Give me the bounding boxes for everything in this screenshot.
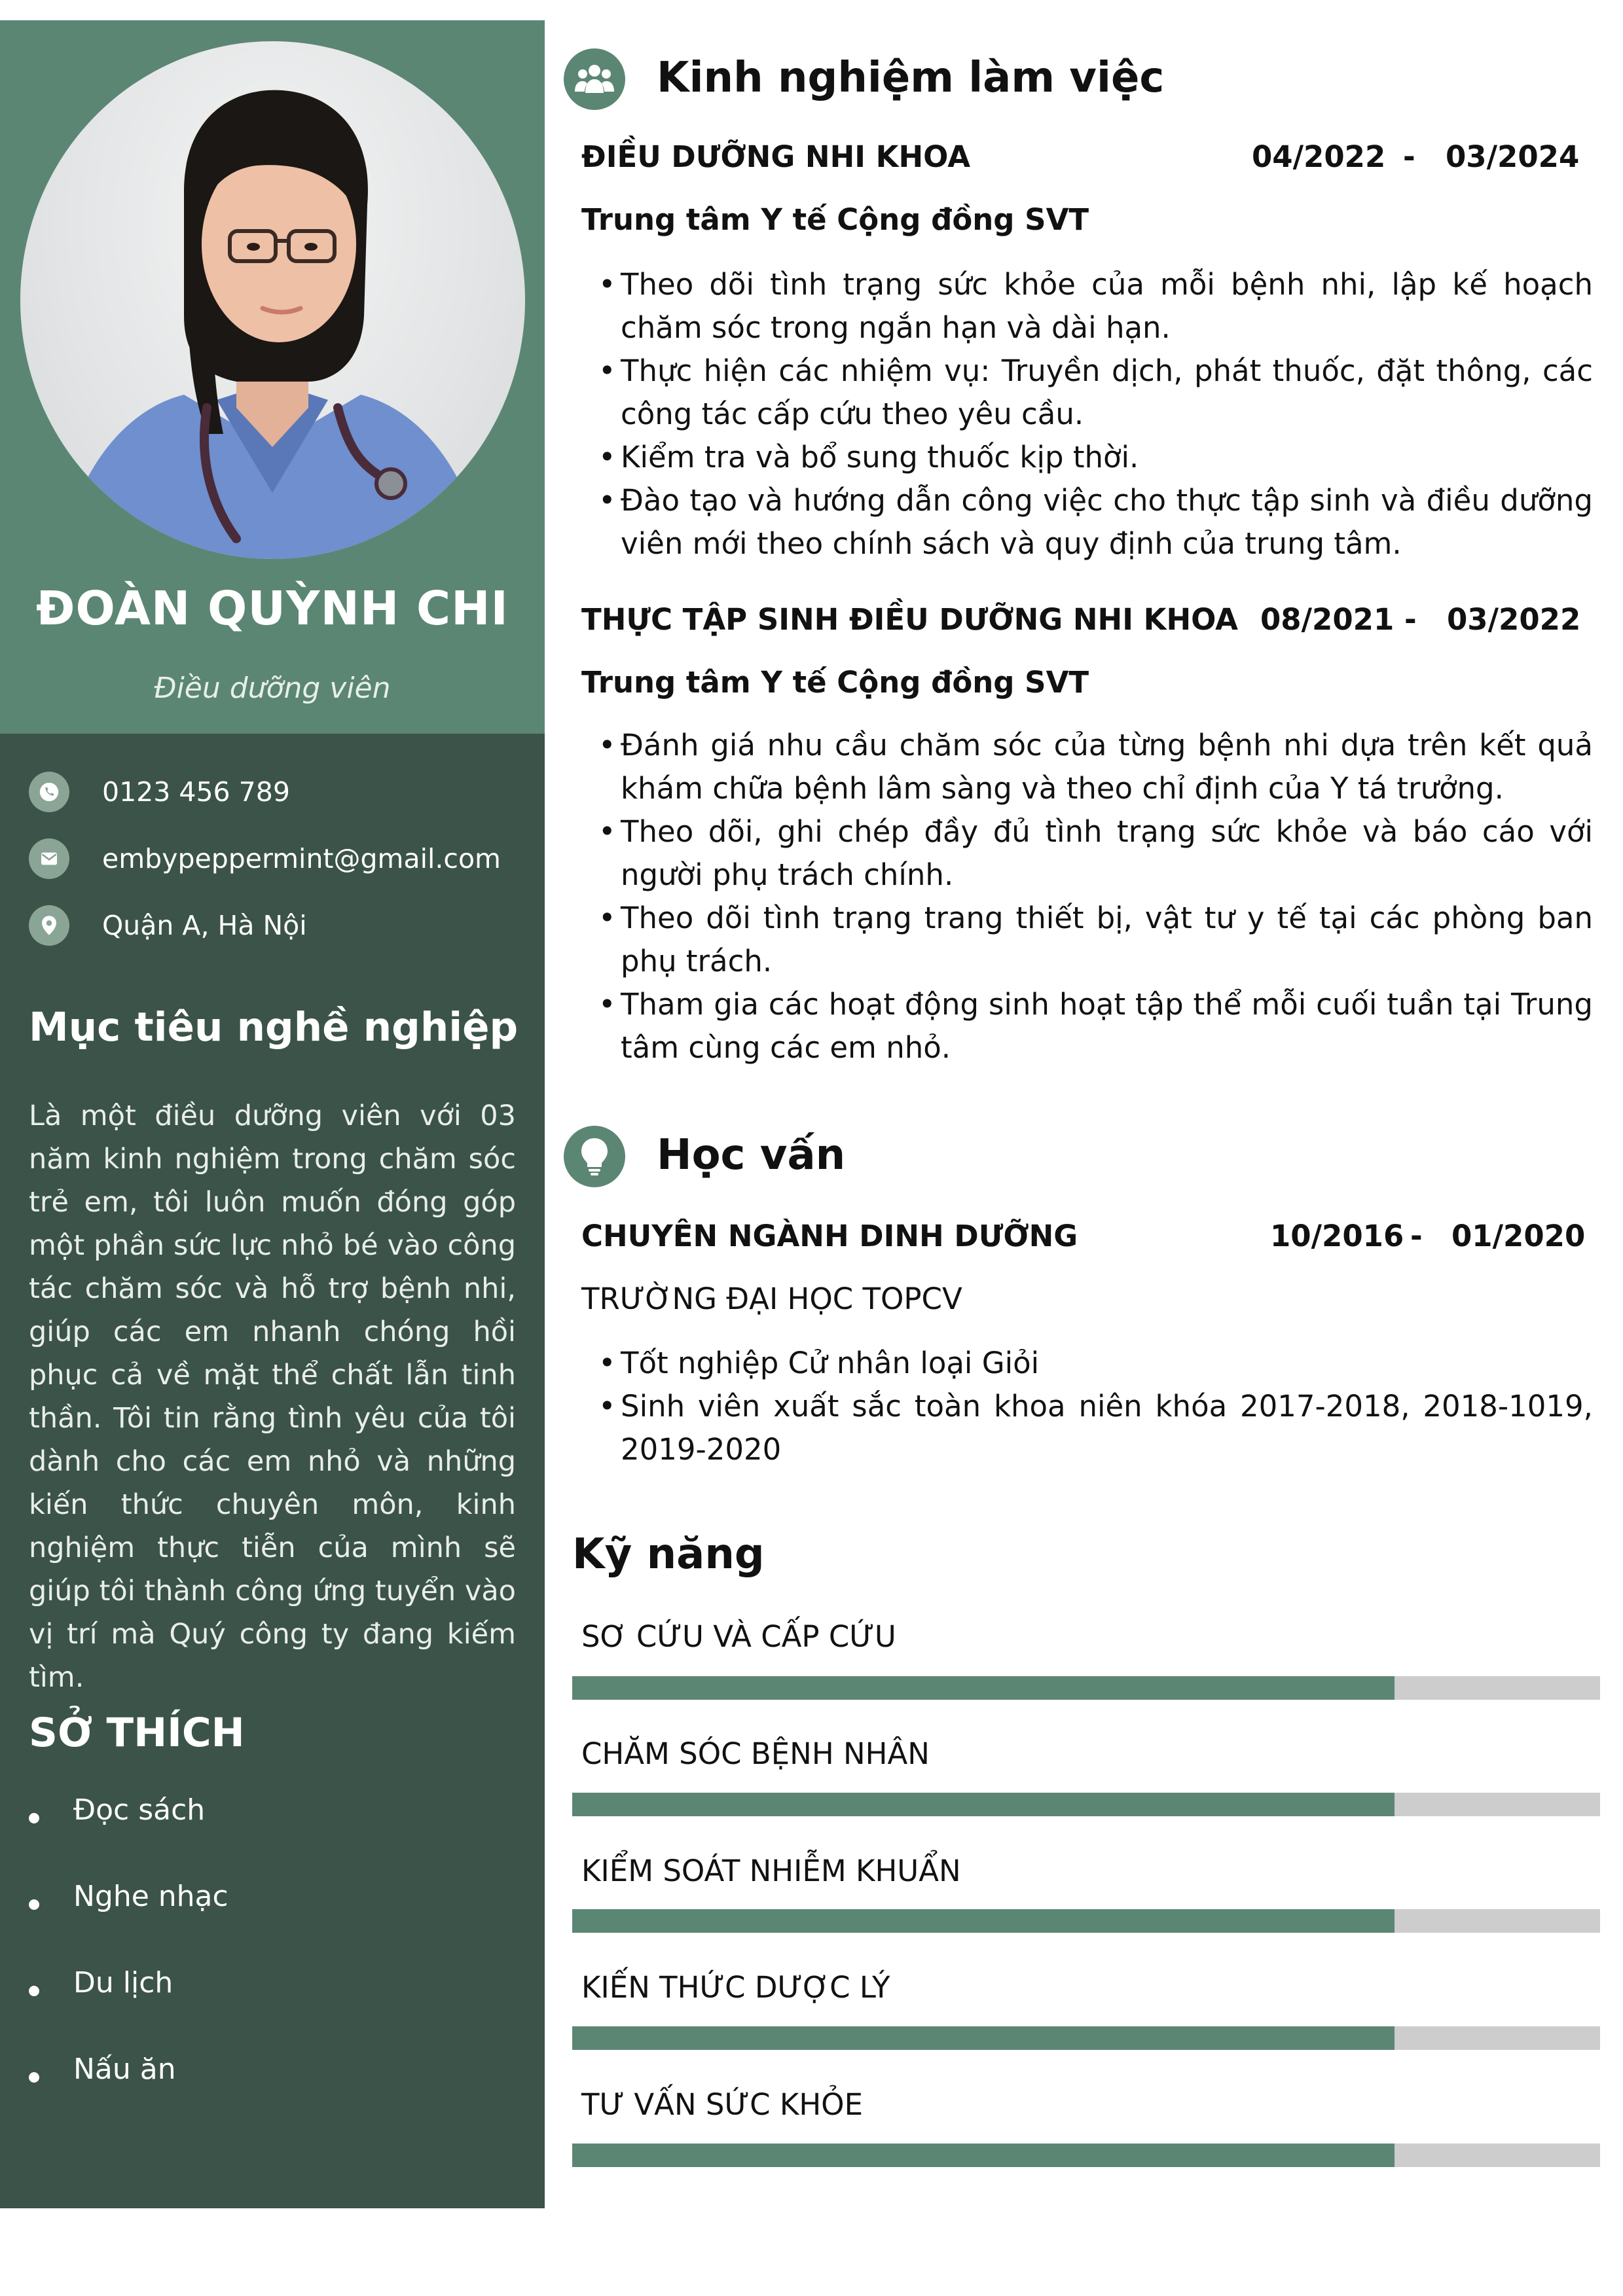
contact-email-text[interactable]: embypeppermint@gmail.com	[102, 843, 501, 874]
job-end-date: 03/2024	[1446, 139, 1580, 174]
hobby-label: Đọc sách	[73, 1793, 206, 1827]
skill-bar-fill	[572, 2026, 1395, 2050]
education-start-date: 10/2016	[1270, 1219, 1404, 1253]
skill-bar	[572, 2144, 1600, 2167]
skill-label: SƠ CỨU VÀ CẤP CỨU	[581, 1619, 896, 1654]
skill-label: CHĂM SÓC BỆNH NHÂN	[581, 1736, 930, 1771]
job-start-date: 04/2022	[1252, 139, 1386, 174]
list-item: • Tham gia các hoạt động sinh hoạt tập thể mỗi cuối tuần tại Trung tâm cùng các em nhỏ.	[581, 983, 1593, 1069]
profile-photo	[20, 41, 525, 559]
hobby-label: Nghe nhạc	[73, 1880, 228, 1913]
list-item: • Tốt nghiệp Cử nhân loại Giỏi	[581, 1342, 1593, 1385]
list-item: • Đào tạo và hướng dẫn công việc cho thực tập sinh và điều dưỡng viên mới theo chính sách và quy định của trung tâm.	[581, 479, 1593, 565]
skill-bar-fill	[572, 2144, 1395, 2167]
profile-photo-illustration	[20, 41, 525, 559]
people-icon	[564, 48, 625, 110]
skill-bar	[572, 2026, 1600, 2050]
hobby-item	[29, 1793, 205, 1827]
skill-bar-fill	[572, 1793, 1395, 1816]
contact-address-text: Quận A, Hà Nội	[102, 910, 307, 941]
job-duties	[581, 263, 1593, 565]
skill-bar	[572, 1793, 1600, 1816]
education-school: TRƯỜNG ĐẠI HỌC TOPCV	[581, 1282, 962, 1316]
hobby-item	[29, 2053, 176, 2086]
skill-bar	[572, 1909, 1600, 1933]
contact-phone-text: 0123 456 789	[102, 776, 290, 808]
education-achievements	[581, 1342, 1593, 1471]
skill-bar-fill	[572, 1909, 1395, 1933]
list-item: • Theo dõi, ghi chép đầy đủ tình trạng sức khỏe và báo cáo với người phụ trách chính.	[581, 810, 1593, 897]
job-title: THỰC TẬP SINH ĐIỀU DƯỠNG NHI KHOA	[581, 602, 1239, 637]
skill-label: KIẾN THỨC DƯỢC LÝ	[581, 1970, 890, 2005]
email-icon	[29, 838, 69, 879]
location-pin-icon	[29, 905, 69, 946]
skills-heading: Kỹ năng	[572, 1530, 765, 1579]
hobby-item	[29, 1880, 228, 1913]
hobby-item	[29, 1966, 173, 2000]
lightbulb-icon	[564, 1126, 625, 1187]
date-separator: -	[1404, 602, 1417, 637]
job-end-date: 03/2022	[1447, 602, 1581, 637]
hobby-label: Nấu ăn	[73, 2053, 176, 2086]
list-item: • Theo dõi tình trạng sức khỏe của mỗi bệnh nhi, lập kế hoạch chăm sóc trong ngắn hạn và dài hạn.	[581, 263, 1593, 350]
list-item: • Sinh viên xuất sắc toàn khoa niên khóa 2017-2018, 2018-1019, 2019-2020	[581, 1385, 1593, 1471]
date-separator: -	[1410, 1219, 1423, 1253]
skill-label: TƯ VẤN SỨC KHỎE	[581, 2087, 864, 2122]
job-start-date: 08/2021	[1260, 602, 1395, 637]
bullet-dot	[29, 2072, 39, 2083]
education-end-date: 01/2020	[1451, 1219, 1586, 1253]
skill-bar	[572, 1676, 1600, 1700]
date-separator: -	[1403, 139, 1415, 174]
profile-name: ĐOÀN QUỲNH CHI	[36, 581, 509, 636]
contact-address	[29, 903, 307, 948]
list-item: • Đánh giá nhu cầu chăm sóc của từng bệnh nhi dựa trên kết quả khám chữa bệnh lâm sàng và theo chỉ định của Y tá trưởng.	[581, 724, 1593, 810]
objective-heading: Mục tiêu nghề nghiệp	[29, 1004, 519, 1050]
hobbies-heading: SỞ THÍCH	[29, 1710, 245, 1756]
experience-heading: Kinh nghiệm làm việc	[657, 54, 1165, 102]
job-title: ĐIỀU DƯỠNG NHI KHOA	[581, 139, 971, 174]
contact-email	[29, 836, 501, 882]
job-duties	[581, 724, 1593, 1069]
education-major: CHUYÊN NGÀNH DINH DƯỠNG	[581, 1219, 1078, 1253]
bullet-dot	[29, 1899, 39, 1910]
skill-label: KIỂM SOÁT NHIỄM KHUẨN	[581, 1854, 961, 1888]
list-item: • Theo dõi tình trạng trang thiết bị, vật tư y tế tại các phòng ban phụ trách.	[581, 897, 1593, 983]
skill-bar-fill	[572, 1676, 1395, 1700]
bullet-dot	[29, 1986, 39, 1996]
list-item: • Thực hiện các nhiệm vụ: Truyền dịch, phát thuốc, đặt thông, các công tác cấp cứu theo yêu cầu.	[581, 350, 1593, 436]
objective-text: Là một điều dưỡng viên với 03 năm kinh nghiệm trong chăm sóc trẻ em, tôi luôn muốn đóng góp một phần sức lực nhỏ bé vào công tác chăm sóc và hỗ trợ bệnh nhi, giúp các em nhanh chóng hồi phục cả về mặt thể chất lẫn tinh thần. Tôi tin rằng tình yêu của tôi dành cho các em nhỏ và những kiến thức chuyên môn, kinh nghiệm thực tiễn của mình sẽ giúp tôi thành công ứng tuyển vào vị trí mà Quý công ty đang kiếm tìm.	[29, 1100, 516, 1694]
phone-icon	[29, 772, 69, 812]
profile-role: Điều dưỡng viên	[154, 672, 391, 705]
list-item: • Kiểm tra và bổ sung thuốc kịp thời.	[581, 436, 1593, 479]
hobby-label: Du lịch	[73, 1966, 173, 2000]
job-organization: Trung tâm Y tế Cộng đồng SVT	[581, 202, 1089, 237]
contact-phone	[29, 769, 290, 815]
education-heading: Học vấn	[657, 1131, 846, 1179]
job-organization: Trung tâm Y tế Cộng đồng SVT	[581, 665, 1089, 700]
bullet-dot	[29, 1813, 39, 1823]
